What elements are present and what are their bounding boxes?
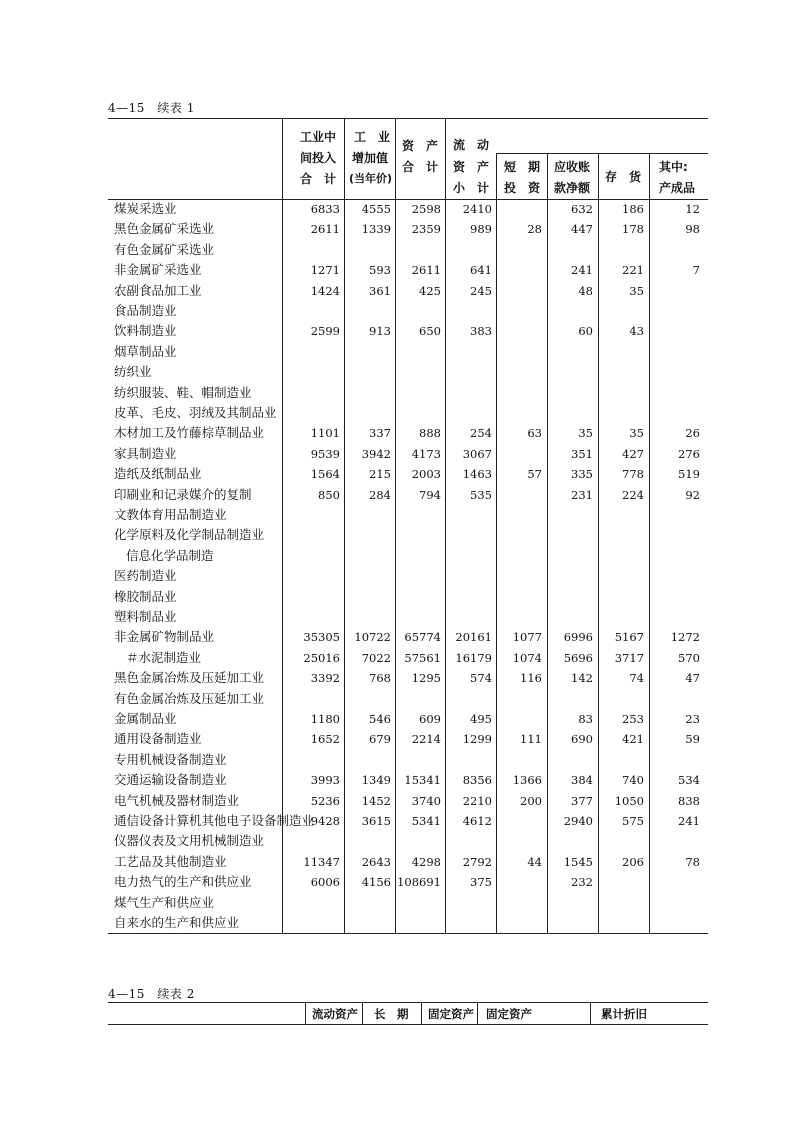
row-label: 通信设备计算机其他电子设备制造业 (114, 813, 315, 828)
cell-value: 3067 (462, 446, 492, 461)
header-c2-line3: (当年价) (349, 172, 393, 185)
cell-value: 690 (571, 732, 593, 747)
row-label: 家具制造业 (114, 445, 177, 461)
cell-value: 2611 (411, 263, 441, 278)
row-label: 纺织业 (114, 364, 152, 380)
table-row (108, 587, 708, 607)
table-row (108, 607, 708, 627)
cell-value: 142 (571, 671, 593, 686)
cell-value: 3717 (614, 650, 644, 665)
table-row (108, 791, 708, 811)
cell-value: 9428 (310, 814, 340, 828)
cell-value: 284 (369, 487, 391, 502)
row-label: 木材加工及竹藤棕草制品业 (114, 425, 265, 441)
header-c6-line2: 款净额 (554, 181, 591, 195)
cell-value: 83 (578, 712, 593, 726)
cell-value: 361 (369, 283, 391, 298)
cell-value: 241 (678, 814, 700, 828)
cell-value: 4173 (411, 446, 441, 461)
cell-value: 641 (470, 263, 492, 278)
cell-value: 7 (692, 263, 700, 278)
cell-value: 4612 (462, 814, 492, 828)
table-row (108, 750, 708, 770)
cell-value: 632 (571, 202, 593, 216)
cell-value: 200 (520, 793, 542, 808)
row-label: 工艺品及其他制造业 (114, 853, 227, 869)
row-label: 化学原料及化学制品制造业 (114, 527, 265, 543)
table2-top-rule (108, 1002, 708, 1003)
row-label: 橡胶制品业 (114, 588, 177, 604)
row-label: 金属制品业 (114, 711, 177, 726)
col-divider (362, 1002, 363, 1024)
cell-value: 447 (571, 222, 593, 237)
row-label: 饮料制造业 (114, 323, 177, 339)
header-c1-line1: 工业中 (300, 130, 337, 144)
table-row (108, 403, 708, 423)
table-caption-2: 4—15 续表 2 (108, 987, 195, 1001)
cell-value: 351 (571, 446, 593, 461)
cell-value: 913 (369, 324, 391, 339)
cell-value: 2214 (411, 732, 441, 747)
cell-value: 495 (470, 712, 492, 726)
cell-value: 8356 (462, 773, 492, 788)
cell-value: 2359 (411, 222, 441, 237)
table-row (108, 464, 708, 484)
header-c5-line1: 短 期 (504, 160, 541, 174)
cell-value: 1271 (310, 263, 340, 278)
table-row (108, 709, 708, 729)
cell-value: 650 (419, 324, 441, 339)
cell-value: 215 (369, 467, 391, 482)
cell-value: 1652 (310, 732, 340, 747)
cell-value: 2599 (310, 324, 340, 339)
row-label: 农副食品加工业 (114, 282, 202, 298)
cell-value: 5341 (411, 814, 441, 828)
cell-value: 535 (470, 487, 492, 502)
cell-value: 2611 (310, 222, 340, 237)
table-row (108, 199, 708, 219)
table-caption: 4—15 续表 1 (108, 101, 195, 115)
row-label: 食品制造业 (114, 303, 177, 318)
cell-value: 44 (527, 854, 542, 869)
row-label: 专用机械设备制造业 (114, 751, 227, 767)
table-row (108, 893, 708, 913)
table-top-rule (108, 118, 708, 119)
cell-value: 1295 (411, 671, 441, 686)
cell-value: 3615 (361, 814, 391, 828)
row-label: 纺织服装、鞋、帽制造业 (114, 384, 252, 400)
cell-value: 2792 (462, 854, 492, 869)
cell-value: 740 (622, 773, 644, 788)
cell-value: 1299 (462, 732, 492, 747)
cell-value: 221 (622, 263, 644, 278)
cell-value: 2598 (411, 202, 441, 216)
cell-value: 1424 (310, 283, 340, 298)
table-row (108, 362, 708, 382)
cell-value: 178 (622, 222, 644, 237)
cell-value: 335 (571, 467, 593, 482)
col-divider (305, 1002, 306, 1024)
col-divider (477, 1002, 478, 1024)
cell-value: 3740 (411, 793, 441, 808)
cell-value: 679 (369, 732, 391, 747)
table-row (108, 872, 708, 892)
table2-header-2: 长 期 (374, 1007, 409, 1021)
row-label: 塑料制品业 (114, 609, 177, 624)
cell-value: 98 (685, 222, 700, 237)
col-divider (421, 1002, 422, 1024)
cell-value: 593 (369, 263, 391, 278)
cell-value: 7022 (361, 650, 391, 665)
cell-value: 1349 (361, 773, 391, 788)
cell-value: 1180 (310, 712, 340, 726)
cell-value: 47 (685, 671, 700, 686)
row-label: 电气机械及器材制造业 (114, 792, 240, 808)
row-label: 有色金属矿采选业 (114, 241, 215, 257)
cell-value: 425 (419, 283, 441, 298)
cell-value: 838 (678, 793, 700, 808)
row-label: 医药制造业 (114, 568, 177, 584)
cell-value: 59 (685, 732, 700, 747)
cell-value: 3942 (361, 446, 391, 461)
table-row (108, 444, 708, 464)
cell-value: 1545 (563, 854, 593, 869)
table-row (108, 383, 708, 403)
cell-value: 375 (470, 875, 492, 890)
cell-value: 231 (571, 487, 593, 502)
row-label: 信息化学品制造 (126, 547, 214, 563)
cell-value: 3993 (310, 773, 340, 788)
table-row (108, 505, 708, 525)
table-row (108, 831, 708, 851)
cell-value: 253 (622, 712, 644, 726)
cell-value: 57561 (404, 650, 441, 665)
cell-value: 254 (470, 426, 492, 441)
cell-value: 206 (622, 854, 644, 869)
cell-value: 1366 (512, 773, 542, 788)
cell-value: 794 (419, 487, 441, 502)
row-label: 烟草制品业 (114, 343, 177, 359)
cell-value: 35 (629, 426, 644, 441)
cell-value: 384 (571, 773, 593, 788)
cell-value: 5236 (310, 793, 340, 808)
row-label: 电力热气的生产和供应业 (114, 874, 252, 890)
cell-value: 232 (571, 875, 593, 890)
table2-header-3: 固定资产 (428, 1007, 474, 1021)
cell-value: 5696 (563, 650, 593, 665)
cell-value: 16179 (455, 650, 492, 665)
cell-value: 4298 (411, 854, 441, 869)
cell-value: 74 (629, 671, 644, 686)
header-c5-line2: 投 资 (504, 181, 541, 195)
cell-value: 224 (622, 487, 644, 502)
row-label: 自来水的生产和供应业 (114, 915, 240, 930)
row-label: 黑色金属冶炼及压延加工业 (114, 670, 265, 686)
table-row (108, 546, 708, 566)
cell-value: 20161 (455, 630, 492, 645)
cell-value: 337 (369, 426, 391, 441)
table-row (108, 648, 708, 668)
table-row (108, 627, 708, 647)
table-row (108, 240, 708, 260)
table-row (108, 342, 708, 362)
cell-value: 1101 (310, 426, 340, 441)
header-c7: 存 货 (605, 170, 642, 184)
cell-value: 519 (678, 467, 700, 482)
cell-value: 6996 (563, 630, 593, 645)
table-row (108, 485, 708, 505)
table2-header-5: 累计折旧 (601, 1007, 647, 1021)
table2-header-rule (108, 1024, 708, 1025)
header-c8-line1: 其中: (659, 160, 688, 174)
cell-value: 377 (571, 793, 593, 808)
cell-value: 4156 (361, 875, 391, 890)
row-label: 非金属矿采选业 (114, 262, 202, 278)
cell-value: 1564 (310, 467, 340, 482)
table-row (108, 260, 708, 280)
row-label: ＃水泥制造业 (126, 649, 202, 665)
liudong-sub-rule (496, 153, 708, 154)
cell-value: 186 (622, 202, 644, 216)
header-c3-line2: 合 计 (402, 160, 439, 174)
cell-value: 2643 (361, 854, 391, 869)
cell-value: 1050 (614, 793, 644, 808)
row-label: 印刷业和记录媒介的复制 (114, 486, 252, 502)
cell-value: 383 (470, 324, 492, 339)
row-label: 文教体育用品制造业 (114, 507, 227, 522)
cell-value: 108691 (397, 875, 441, 890)
cell-value: 2410 (462, 202, 492, 216)
cell-value: 546 (369, 712, 391, 726)
cell-value: 241 (571, 263, 593, 278)
header-c4-line2: 小 计 (453, 181, 490, 195)
cell-value: 92 (685, 487, 700, 502)
cell-value: 850 (318, 487, 340, 502)
table-row (108, 770, 708, 790)
row-label: 仪器仪表及文用机械制造业 (114, 833, 265, 849)
header-c1-line2: 间投入 (300, 151, 337, 165)
cell-value: 575 (622, 814, 644, 828)
table2-header-1: 流动资产 (312, 1007, 358, 1021)
cell-value: 2940 (563, 814, 593, 828)
table-row (108, 321, 708, 341)
header-c2-line1: 工 业 (354, 130, 391, 144)
cell-value: 35305 (303, 630, 340, 645)
header-c6-line1: 应收账 (554, 160, 591, 174)
table-row (108, 281, 708, 301)
row-label: 皮革、毛皮、羽绒及其制品业 (114, 405, 277, 420)
row-label: 造纸及纸制品业 (114, 466, 202, 482)
table-row (108, 301, 708, 321)
table-row (108, 525, 708, 545)
cell-value: 23 (685, 712, 700, 726)
data-table (108, 118, 708, 934)
row-label: 非金属矿物制品业 (114, 629, 215, 645)
cell-value: 60 (578, 324, 593, 339)
cell-value: 35 (578, 426, 593, 441)
cell-value: 3392 (310, 671, 340, 686)
cell-value: 1077 (512, 630, 542, 645)
row-label: 煤气生产和供应业 (114, 894, 215, 910)
table-row (108, 689, 708, 709)
cell-value: 26 (685, 426, 700, 441)
cell-value: 25016 (303, 650, 340, 665)
row-label: 有色金属冶炼及压延加工业 (114, 690, 265, 706)
header-c8-line2: 产成品 (659, 181, 696, 195)
cell-value: 778 (622, 467, 644, 482)
cell-value: 15341 (404, 773, 441, 788)
cell-value: 4555 (361, 202, 391, 216)
cell-value: 574 (470, 671, 492, 686)
cell-value: 35 (629, 283, 644, 298)
header-c2-line2: 增加值 (352, 151, 389, 165)
cell-value: 28 (527, 222, 542, 237)
table-row (108, 811, 708, 831)
table-row (108, 852, 708, 872)
cell-value: 116 (520, 671, 542, 686)
row-label: 黑色金属矿采选业 (114, 221, 215, 237)
cell-value: 1452 (361, 793, 391, 808)
cell-value: 888 (419, 426, 441, 441)
table-row (108, 566, 708, 586)
table-row (108, 913, 708, 933)
table-row (108, 729, 708, 749)
table2-header-4: 固定资产 (486, 1007, 532, 1021)
cell-value: 65774 (404, 630, 441, 645)
cell-value: 570 (678, 650, 700, 665)
col-divider (590, 1002, 591, 1024)
cell-value: 421 (622, 732, 644, 747)
cell-value: 768 (369, 671, 391, 686)
cell-value: 63 (527, 426, 542, 441)
cell-value: 1272 (670, 630, 700, 645)
cell-value: 1339 (361, 222, 391, 237)
cell-value: 6833 (310, 202, 340, 216)
cell-value: 111 (520, 732, 542, 747)
cell-value: 534 (678, 773, 700, 788)
cell-value: 9539 (310, 446, 340, 461)
cell-value: 78 (685, 854, 700, 869)
cell-value: 12 (685, 202, 700, 216)
header-c1-line3: 合 计 (300, 172, 337, 186)
cell-value: 1074 (512, 650, 542, 665)
header-liudong: 流 动 (453, 138, 490, 152)
cell-value: 276 (678, 446, 700, 461)
row-label: 煤炭采选业 (114, 201, 177, 216)
cell-value: 11347 (303, 854, 340, 869)
header-c4-line1: 资 产 (453, 160, 490, 174)
header-c3-line1: 资 产 (402, 139, 439, 153)
cell-value: 43 (629, 324, 644, 339)
data-table-2 (108, 1002, 708, 1026)
cell-value: 1463 (462, 467, 492, 482)
cell-value: 245 (470, 283, 492, 298)
cell-value: 10722 (354, 630, 391, 645)
cell-value: 427 (622, 446, 644, 461)
table-row (108, 668, 708, 688)
table-bottom-rule (108, 933, 708, 934)
cell-value: 989 (470, 222, 492, 237)
row-label: 交通运输设备制造业 (114, 772, 227, 788)
cell-value: 2210 (462, 793, 492, 808)
cell-value: 6006 (310, 875, 340, 890)
cell-value: 57 (527, 467, 542, 482)
table-row (108, 219, 708, 239)
cell-value: 5167 (614, 630, 644, 645)
cell-value: 48 (578, 283, 593, 298)
cell-value: 2003 (411, 467, 441, 482)
table-row (108, 423, 708, 443)
row-label: 通用设备制造业 (114, 731, 202, 747)
cell-value: 609 (419, 712, 441, 726)
